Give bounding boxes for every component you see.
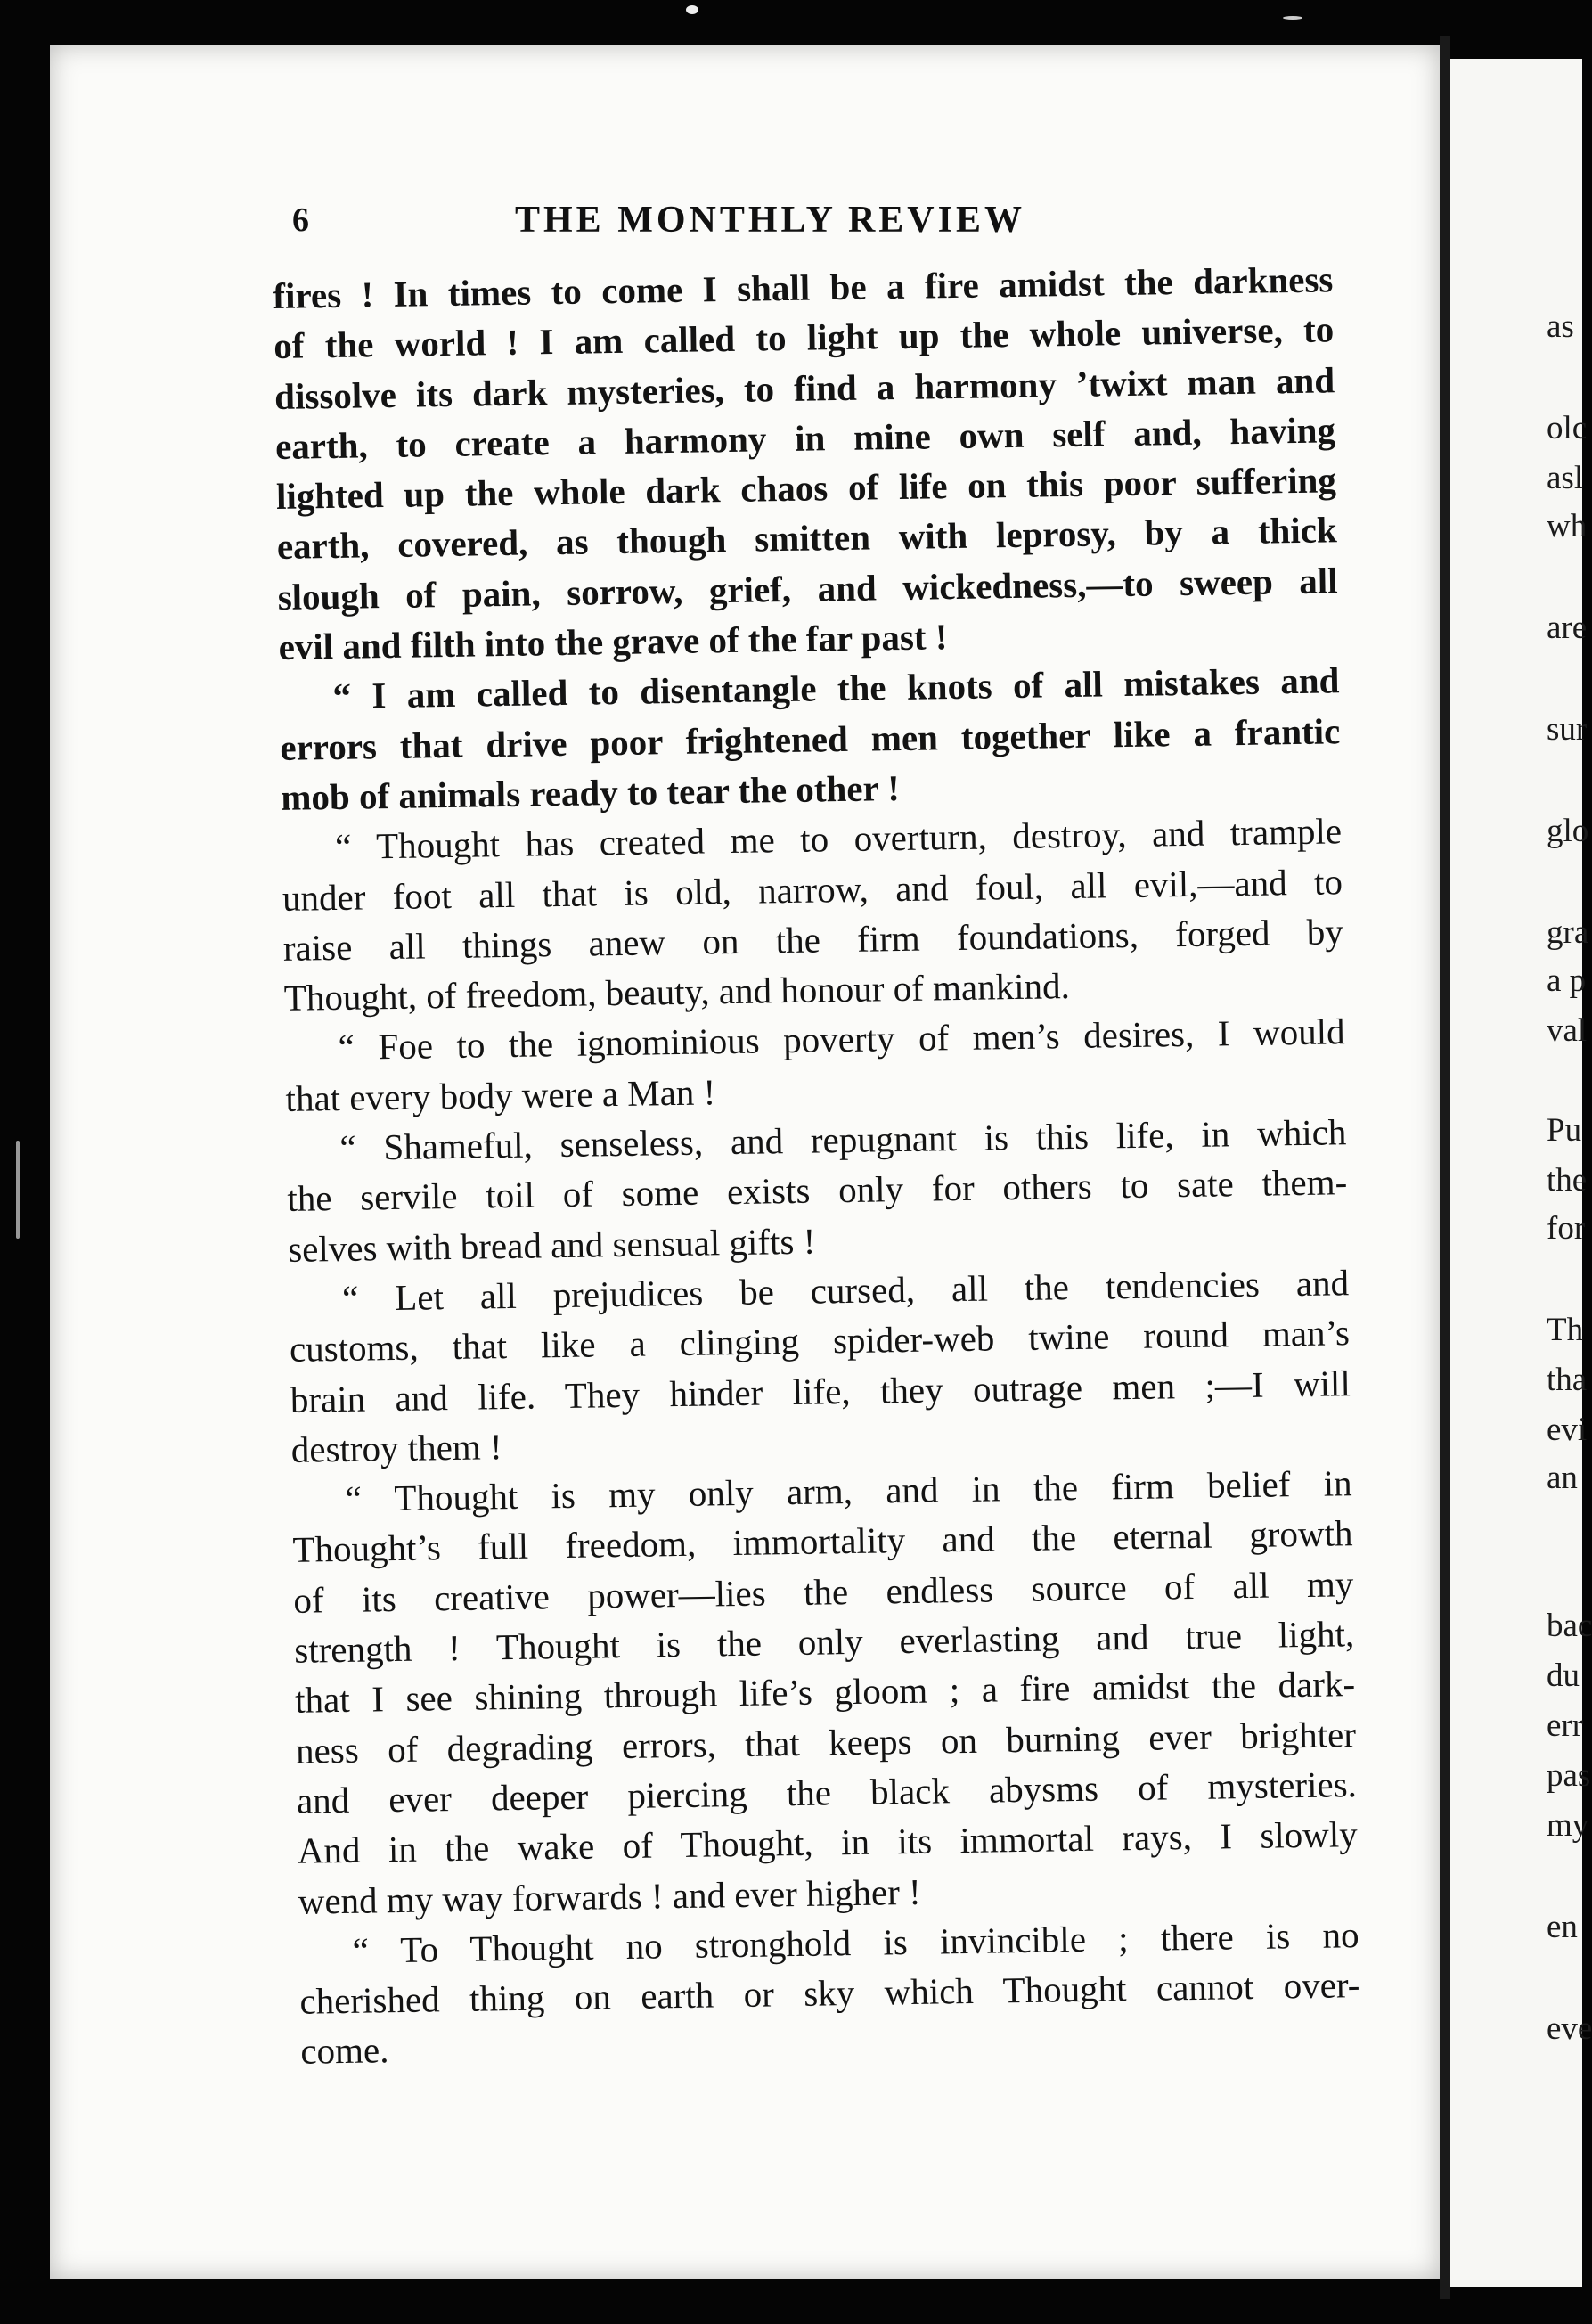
facing-page-fragment: du [1547,1657,1580,1694]
text-line: the servile toil of some exists only for others to sate them- [286,1161,1348,1220]
scan-speck [1283,16,1302,20]
facing-page-fragment: as [1547,308,1574,345]
page-number: 6 [292,201,309,239]
scan-speck [16,1141,20,1239]
facing-page-fragment: tha [1547,1362,1588,1398]
journal-title: THE MONTHLY REVIEW [515,200,1025,241]
running-header [239,189,1147,251]
facing-page-fragment: Pu [1547,1112,1582,1149]
text-line: strength ! Thought is the only everlasting and true light, [293,1613,1355,1671]
text-line: earth, to create a harmony in mine own self and, having [274,409,1336,467]
facing-page-fragment: a p [1547,962,1587,999]
text-line: ness of degrading errors, that keeps on burning ever brighter [295,1713,1357,1772]
text-line: Thought, of freedom, beauty, and honour of mankind. [283,965,1071,1019]
facing-page-fragment: gra [1547,914,1589,951]
book-gutter [1440,36,1450,2299]
text-line: “ I am called to disentangle the knots of all mistakes and [332,659,1340,717]
text-line: “ Let all prejudices be cursed, all the tendencies and [341,1262,1350,1319]
text-line: come. [300,2029,389,2073]
facing-page-fragment: my [1547,1807,1589,1844]
text-line: fires ! In times to come I shall be a fire amidst the darkness [273,258,1334,316]
text-line: lighted up the whole dark chaos of life on this poor suffering [275,459,1337,518]
facing-page-fragment: Th [1547,1312,1584,1348]
facing-page-fragment: val [1547,1012,1588,1049]
facing-page-fragment: wh [1547,508,1588,544]
facing-page-fragment: an [1547,1460,1578,1496]
text-line: raise all things anew on the firm foundations, forged by [282,911,1344,969]
facing-page-fragment: pas [1547,1757,1591,1794]
facing-page-fragment: eve [1547,2010,1592,2047]
text-line: slough of pain, sorrow, grief, and wickedness,—to sweep all [277,560,1338,618]
facing-page-fragment: glo [1547,813,1589,849]
text-line: wend my way forwards ! and ever higher ! [298,1870,922,1922]
facing-page-fragment: the [1547,1162,1588,1199]
text-line: that every body were a Man ! [285,1071,716,1119]
text-line: evil and filth into the grave of the far past ! [278,616,948,668]
facing-page-fragment: err [1547,1707,1584,1744]
facing-page-fragment: en [1547,1909,1578,1945]
text-line: and ever deeper piercing the black abysms of mysteries. [296,1763,1358,1821]
text-line: customs, that like a clinging spider-web twine round man’s [289,1312,1351,1371]
text-line: selves with bread and sensual gifts ! [287,1220,816,1270]
text-line: Thought’s full freedom, immortality and the eternal growth [292,1512,1353,1571]
text-line: “ Thought is my only arm, and in the firm belief in [345,1462,1352,1520]
scan-speck [686,5,698,14]
text-line: of the world ! I am called to light up the whole universe, to [273,308,1335,367]
text-line: that I see shining through life’s gloom ; a fire amidst the dark- [294,1663,1356,1722]
text-line: “ To Thought no stronghold is invincible ; there is no [352,1913,1359,1971]
facing-page-fragment: asl [1547,460,1584,496]
facing-page-fragment: are [1547,610,1588,646]
text-line: earth, covered, as though smitten with leprosy, by a thick [276,509,1338,568]
facing-page-fragment: sur [1547,711,1588,748]
text-line: errors that drive poor frightened men together like a frantic [280,709,1341,768]
text-line: “ Shameful, senseless, and repugnant is this life, in which [339,1111,1347,1168]
text-line: under foot all that is old, narrow, and foul, all evil,—and to [282,860,1343,919]
facing-page-fragment: bac [1547,1608,1592,1644]
text-line: destroy them ! [290,1425,502,1470]
text-line: mob of animals ready to tear the other ! [280,766,901,818]
text-line: And in the wake of Thought, in its immortal rays, I slowly [297,1813,1359,1871]
text-line: cherished thing on earth or sky which Thought cannot over- [299,1964,1360,2022]
facing-page-fragment: olc [1547,410,1588,446]
text-line: brain and life. They hinder life, they outrage men ;—I will [290,1362,1351,1420]
facing-page-fragment: evi [1547,1412,1588,1448]
text-line: “ Foe to the ignominious poverty of men’s desires, I would [338,1011,1345,1068]
text-line: of its creative power—lies the endless source of all my [293,1562,1354,1621]
text-line: dissolve its dark mysteries, to find a harmony ’twixt man and [273,358,1335,417]
facing-page-fragment: for [1547,1210,1586,1247]
body-text [273,254,1361,2076]
text-line: “ Thought has created me to overturn, destroy, and trample [334,810,1343,868]
